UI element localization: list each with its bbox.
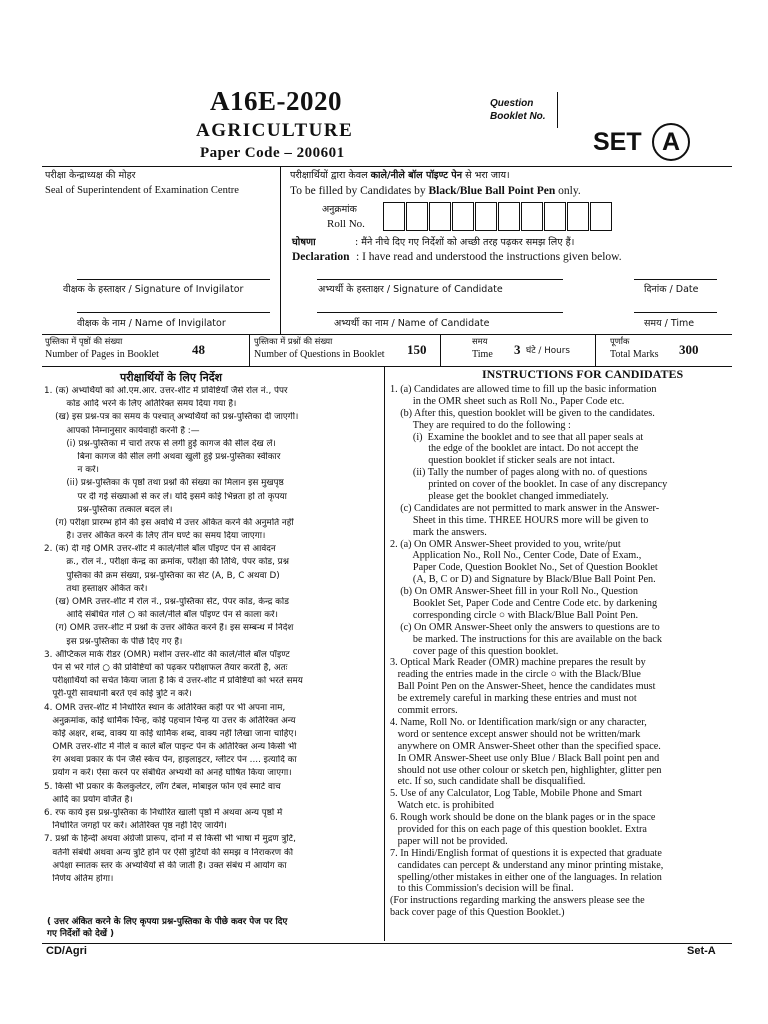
instruction-line: 1. (a) Candidates are allowed time to fill up the basic information <box>390 384 657 395</box>
time-unit: घंटे / Hours <box>526 346 570 356</box>
instruction-line: 1. (क) अभ्यर्थियों को ओ.एम.आर. उत्तर-शीट में प्रविष्टियाँ जैसे रोल नं., पेपर <box>44 386 288 396</box>
instruction-line: please get the booklet changed immediately. <box>390 491 609 503</box>
instruction-line: cover page of this question booklet. <box>390 645 559 657</box>
instruction-line: 7. प्रश्नों के हिन्दी अथवा अंग्रेजी प्रारूप, दोनों में से किसी भी भाषा में मुद्रण त्रुटि, <box>44 834 296 845</box>
instruction-line: Application No., Roll No., Center Code, Date of Exam., <box>390 550 642 562</box>
time-label: समय / Time <box>644 318 695 329</box>
seal-label-hindi: परीक्षा केन्द्राध्यक्ष की मोहर <box>45 170 136 181</box>
instruction-line: 2. (a) On OMR Answer-Sheet provided to you, write/put <box>390 538 621 550</box>
instruction-line: 6. रफ कार्य इस प्रश्न-पुस्तिका के निर्धारित खाली पृष्ठों में अथवा अन्य पृष्ठों में <box>44 808 283 818</box>
instruction-line: आपको निम्नानुसार कार्यवाही करनी है :— <box>44 425 200 436</box>
instruction-line: 5. किसी भी प्रकार के कैलकुलेटर, लॉग टेबल, मोबाइल फोन एवं स्मार्ट वाच <box>44 781 281 792</box>
instruction-line: (ग) परीक्षा प्रारम्भ होने की इस अवधि में उत्तर अंकित करने की अनुमति नहीं <box>44 517 294 528</box>
pages-value: 48 <box>192 342 205 357</box>
instruction-line: (ख) इस प्रश्न-पत्र का समय के पश्चात् अभ्यर्थियों को प्रश्न-पुस्तिका दी जाएगी। <box>44 412 299 423</box>
fill-instruction-hindi-pen: काले/नीले बॉल पॉइण्ट पेन <box>370 170 463 181</box>
instruction-line: (A, B, C or D) and Signature by Black/Blue Ball Point Pen. <box>390 574 656 586</box>
instruction-line: should not use other colour or sketch pen, highlighter, glitter pen <box>390 764 662 776</box>
invigilator-name-label: वीक्षक के नाम / Name of Invigilator <box>77 318 226 329</box>
instruction-line: (ii) प्रश्न-पुस्तिका के पृष्ठों तथा प्रश्नों की संख्या का मिलान इस मुखपृष्ठ <box>44 478 284 489</box>
column-divider <box>384 366 385 941</box>
roll-label-hindi: अनुक्रमांक <box>322 204 357 215</box>
invigilator-name-line <box>77 312 270 313</box>
instruction-line: back cover page of this Question Booklet.) <box>390 907 565 919</box>
roll-digit-box[interactable] <box>521 202 543 231</box>
questions-label-hindi: पुस्तिका में प्रश्नों की संख्या <box>254 336 333 346</box>
instruction-line: Ball Point Pen on the Answer-Sheet, hence the candidates must <box>390 681 656 693</box>
roll-digit-box[interactable] <box>452 202 474 231</box>
instruction-line: पुस्तिका की क्रम संख्या, प्रश्न-पुस्तिका का सेट (A, B, C अथवा D) <box>44 570 280 581</box>
instruction-line: (c) Candidates are not permitted to mark answer in the Answer- <box>390 502 660 514</box>
subject-title: AGRICULTURE <box>196 120 354 141</box>
instruction-line: पर दी गई संख्याओं से कर लें। यदि इसमें कोई भिन्नता हो तो कृपया <box>44 491 287 502</box>
instruction-line: 6. Rough work should be done on the blank pages or in the space <box>390 812 656 824</box>
instruction-line: Watch etc. is prohibited <box>390 800 494 812</box>
exam-code: A16E-2020 <box>210 86 342 116</box>
roll-digit-box[interactable] <box>567 202 589 231</box>
instruction-line: be extremely careful in marking these entries and must not <box>390 693 637 705</box>
fill-instruction-english-part2: only. <box>558 185 581 197</box>
roll-digit-box[interactable] <box>383 202 405 231</box>
declaration-label-hindi: घोषणा <box>292 237 316 248</box>
instruction-line: (ii) Tally the number of pages along with no. of questions <box>390 467 648 479</box>
instruction-line: reading the entries made in the circle ○ with the Black/Blue <box>390 669 641 681</box>
instruction-line: (i) Examine the booklet and to see that all paper seals at <box>390 431 644 443</box>
instruction-line: question booklet if sticker seals are not intact. <box>390 455 615 467</box>
roll-digit-box[interactable] <box>475 202 497 231</box>
marks-value: 300 <box>679 342 699 357</box>
question-booklet-label-line1: Question <box>490 98 534 109</box>
footer-border <box>42 943 732 944</box>
candidate-signature-label: अभ्यर्थी के हस्ताक्षर / Signature of Candidate <box>318 284 503 295</box>
instruction-line: 7. In Hindi/English format of questions it is expected that graduate <box>390 847 662 859</box>
time-label-hindi: समय <box>472 336 488 346</box>
instruction-line: निर्धारित जगहों पर करें। अतिरिक्त पृष्ठ नहीं दिए जायेंगे। <box>44 821 227 832</box>
instruction-line: Sheet in this time. THREE HOURS more will be given to <box>390 514 649 526</box>
declaration-text-english: : I have read and understood the instructions given below. <box>356 251 622 263</box>
instruction-line: anywhere on OMR Answer-Sheet other than the specified space. <box>390 740 661 752</box>
roll-digit-box[interactable] <box>406 202 428 231</box>
instruction-line: (i) प्रश्न-पुस्तिका में चारों तरफ से लगी हुई कागज की सील देख लें। <box>44 438 276 449</box>
instruction-line: रंग अथवा प्रकार के पेन जैसे स्केच पेन, हाइलाइटर, ग्लीटर पेन .... इत्यादि का <box>44 755 297 766</box>
instruction-line: to this Commission's decision will be final. <box>390 883 574 895</box>
fill-instruction-hindi-part1: परीक्षार्थियों द्वारा केवल <box>290 170 368 181</box>
instruction-line: कोड आदि भरने के लिए अतिरिक्त समय दिया गया है। <box>44 399 237 410</box>
time-value: 3 <box>514 342 521 357</box>
instruction-line: (ख) OMR उत्तर-शीट में रोल नं., प्रश्न-पुस्तिका सेट, पेपर कोड, केन्द्र कोड <box>44 597 289 607</box>
candidate-signature-line[interactable] <box>317 279 563 280</box>
english-instructions-title: INSTRUCTIONS FOR CANDIDATES <box>482 367 684 381</box>
instruction-line: है। उत्तर अंकित करने के लिए तीन घण्टे का समय दिया जाएगा। <box>44 531 266 542</box>
instruction-line: आदि संबंधित गोले ○ को काले/नीले बॉल पॉइण्ट पेन से काला करें। <box>44 610 278 621</box>
footer-left-code: CD/Agri <box>46 945 87 957</box>
instruction-line: the edge of the booklet are intact. Do not accept the <box>390 443 639 455</box>
instruction-line: (For instructions regarding marking the answers please see the <box>390 895 645 907</box>
instruction-line: commit errors. <box>390 705 458 717</box>
questions-label-english: Number of Questions in Booklet <box>254 349 385 360</box>
instruction-line: paper will not be provided. <box>390 835 508 847</box>
hindi-footer-note <box>47 917 382 940</box>
instruction-line: 3. Optical Mark Reader (OMR) machine prepares the result by <box>390 657 646 669</box>
seal-label-english: Seal of Superintendent of Examination Centre <box>45 185 239 196</box>
instruction-line: परीक्षार्थियों को सचेत किया जाता है कि वे उत्तर-शीट में प्रविष्टियों को भरते समय <box>44 676 303 687</box>
invigilator-signature-label: वीक्षक के हस्ताक्षर / Signature of Invigilator <box>63 284 244 295</box>
fill-instruction-english-pen: Black/Blue Ball Point Pen <box>428 185 556 197</box>
fill-instruction-hindi-part2: से भरा जाय। <box>465 170 510 181</box>
instruction-line: be marked. The instructions for this are available on the back <box>390 633 662 645</box>
instruction-line: अनुक्रमांक, कोई धार्मिक चिन्ह, कोई पहचान चिन्ह या उत्तर के अतिरिक्त अन्य <box>44 715 296 726</box>
hindi-instructions-title: परीक्षार्थियों के लिए निर्देश <box>120 371 223 384</box>
instruction-line: candidates can percept & understand any minor printing mistake, <box>390 859 664 871</box>
hindi-instructions-list <box>44 386 380 887</box>
stats-divider-1 <box>249 334 250 366</box>
english-instructions-list <box>390 384 726 919</box>
instruction-line: They are required to do the following : <box>390 419 571 431</box>
instruction-line: 2. (क) दी गई OMR उत्तर-शीट में काले/नीले बॉल पॉइण्ट पेन से आवेदन <box>44 544 276 555</box>
instruction-line: तथा हस्ताक्षर अंकित करें। <box>44 583 148 594</box>
roll-digit-box[interactable] <box>590 202 612 231</box>
instruction-line: corresponding circle ○ with Black/Blue Ball Point Pen. <box>390 609 639 621</box>
set-label: SET <box>593 128 642 156</box>
instruction-line: OMR उत्तर-शीट में नीले व काले बॉल पाइन्ट पेन के अतिरिक्त अन्य किसी भी <box>44 742 297 753</box>
roll-digit-box[interactable] <box>429 202 451 231</box>
roll-digit-box[interactable] <box>498 202 520 231</box>
pages-label-hindi: पुस्तिका में पृष्ठों की संख्या <box>45 336 123 346</box>
instruction-line: वर्तनी संबंधी अथवा अन्य त्रुटि होने पर ऐसी त्रुटियों की समझ व निराकरण की <box>44 847 293 858</box>
stats-top-border <box>42 334 732 335</box>
question-booklet-label <box>490 97 546 123</box>
instruction-line: 5. Use of any Calculator, Log Table, Mobile Phone and Smart <box>390 788 642 800</box>
footer-right-set: Set-A <box>687 945 716 957</box>
instruction-line: in the OMR sheet such as Roll No., Paper Code etc. <box>390 395 625 407</box>
instruction-line: अपेक्षा स्नातक स्तर के अभ्यर्थियों से की जाती है। उक्त संबंध में आयोग का <box>44 860 287 871</box>
instruction-line: कोई अक्षर, शब्द, वाक्य या कोई धार्मिक शब्द, वाक्य नहीं लिखा जाना चाहिए। <box>44 728 297 739</box>
instruction-line: word or sentence except answer should not be written/mark <box>390 728 641 740</box>
roll-label-english: Roll No. <box>327 218 365 230</box>
booklet-number-divider <box>557 92 558 128</box>
instruction-line: बिना कागज की सील लगी अथवा खुली हुई प्रश्न-पुस्तिका स्वीकार <box>44 451 281 462</box>
stats-divider-3 <box>595 334 596 366</box>
instruction-line: आदि का प्रयोग वर्जित है। <box>44 794 133 805</box>
questions-value: 150 <box>407 342 427 357</box>
invigilator-signature-line <box>77 279 270 280</box>
candidate-name-label: अभ्यर्थी का नाम / Name of Candidate <box>334 318 490 329</box>
stats-divider-2 <box>440 334 441 366</box>
fill-instruction-hindi <box>290 169 510 182</box>
question-booklet-label-line2: Booklet No. <box>490 111 546 122</box>
paper-code: Paper Code – 200601 <box>200 145 345 161</box>
instruction-line: 4. OMR उत्तर-शीट में निर्धारित स्थान के अतिरिक्त कहीं पर भी अपना नाम, <box>44 702 286 713</box>
instruction-line: 4. Name, Roll No. or Identification mark/sign or any character, <box>390 716 647 728</box>
instruction-line: पेन से भरे गोले ○ की प्रविष्टियों को पढ़कर परीक्षाफल तैयार करती है, अतः <box>44 662 288 673</box>
marks-label-english: Total Marks <box>610 349 659 360</box>
box-middle-divider <box>280 166 281 334</box>
hindi-footer-note-line2: गए निर्देशों को देखें ) <box>47 928 115 939</box>
date-label: दिनांक / Date <box>644 284 699 295</box>
fill-instruction-english <box>290 185 581 198</box>
instruction-line: निर्णय अंतिम होगा। <box>44 873 114 884</box>
date-line[interactable] <box>634 279 717 280</box>
instruction-line: etc. If so, such candidate shall be disqualified. <box>390 776 586 788</box>
instruction-line: (b) On OMR Answer-Sheet fill in your Roll No., Question <box>390 586 638 598</box>
declaration-label-english: Declaration <box>292 251 350 263</box>
pages-label-english: Number of Pages in Booklet <box>45 349 159 360</box>
hindi-footer-note-line1: ( उत्तर अंकित करने के लिए कृपया प्रश्न-पुस्तिका के पीछे कवर पेज पर दिए <box>47 917 288 927</box>
marks-label-hindi: पूर्णांक <box>610 336 630 346</box>
fill-instruction-english-part1: To be filled by Candidates by <box>290 185 426 197</box>
instruction-line: पूरी-पूरी सावधानी बरतें एवं कोई त्रुटि न करें। <box>44 689 192 700</box>
instruction-line: printed on cover of the booklet. In case of any discrepancy <box>390 479 668 491</box>
instruction-line: mark the answers. <box>390 526 487 538</box>
instruction-line: क्र., रोल नं., परीक्षा केन्द्र का क्रमांक, परीक्षा की तिथि, पेपर कोड, प्रश्न <box>44 557 289 568</box>
instruction-line: Paper Code, Question Booklet No., Set of Question Booklet <box>390 562 658 574</box>
roll-digit-box[interactable] <box>544 202 566 231</box>
candidate-name-line[interactable] <box>317 312 563 313</box>
box-top-border <box>42 166 732 167</box>
instruction-line: न करें। <box>44 465 99 476</box>
set-letter-badge: A <box>652 123 690 161</box>
instruction-line: spelling/other mistakes in either one of the languages. In relation <box>390 871 662 883</box>
instruction-line: इस प्रश्न-पुस्तिका के पीछे दिए गए हैं। <box>44 636 183 647</box>
time-line[interactable] <box>634 312 717 313</box>
instruction-line: Booklet Set, Paper Code and Centre Code etc. by darkening <box>390 598 658 610</box>
instruction-line: (ग) OMR उत्तर-शीट में प्रश्नों के उत्तर अंकित करने हैं। इस सम्बन्ध में निर्देश <box>44 623 294 634</box>
instruction-line: In OMR Answer-Sheet use only Blue / Black Ball point pen and <box>390 752 660 764</box>
instruction-line: (b) After this, question booklet will be given to the candidates. <box>390 407 655 419</box>
instruction-line: प्रश्न-पुस्तिका तत्काल बदल लें। <box>44 504 173 515</box>
declaration-text-hindi: : मैंने नीचे दिए गए निर्देशों को अच्छी तरह पढ़कर समझ लिए हैं। <box>355 237 575 248</box>
time-label-english: Time <box>472 349 493 360</box>
instruction-line: (c) On OMR Answer-Sheet only the answers to questions are to <box>390 621 660 633</box>
instruction-line: 3. ऑप्टिकल मार्क रीडर (OMR) मशीन उत्तर-शीट की काले/नीले बॉल पॉइण्ट <box>44 649 290 660</box>
instruction-line: provided for this on each page of this question booklet. Extra <box>390 823 647 835</box>
instruction-line: प्रयोग न करें। ऐसा करने पर संबंधित अभ्यर्थी को अनर्ह घोषित किया जाएगा। <box>44 768 292 779</box>
